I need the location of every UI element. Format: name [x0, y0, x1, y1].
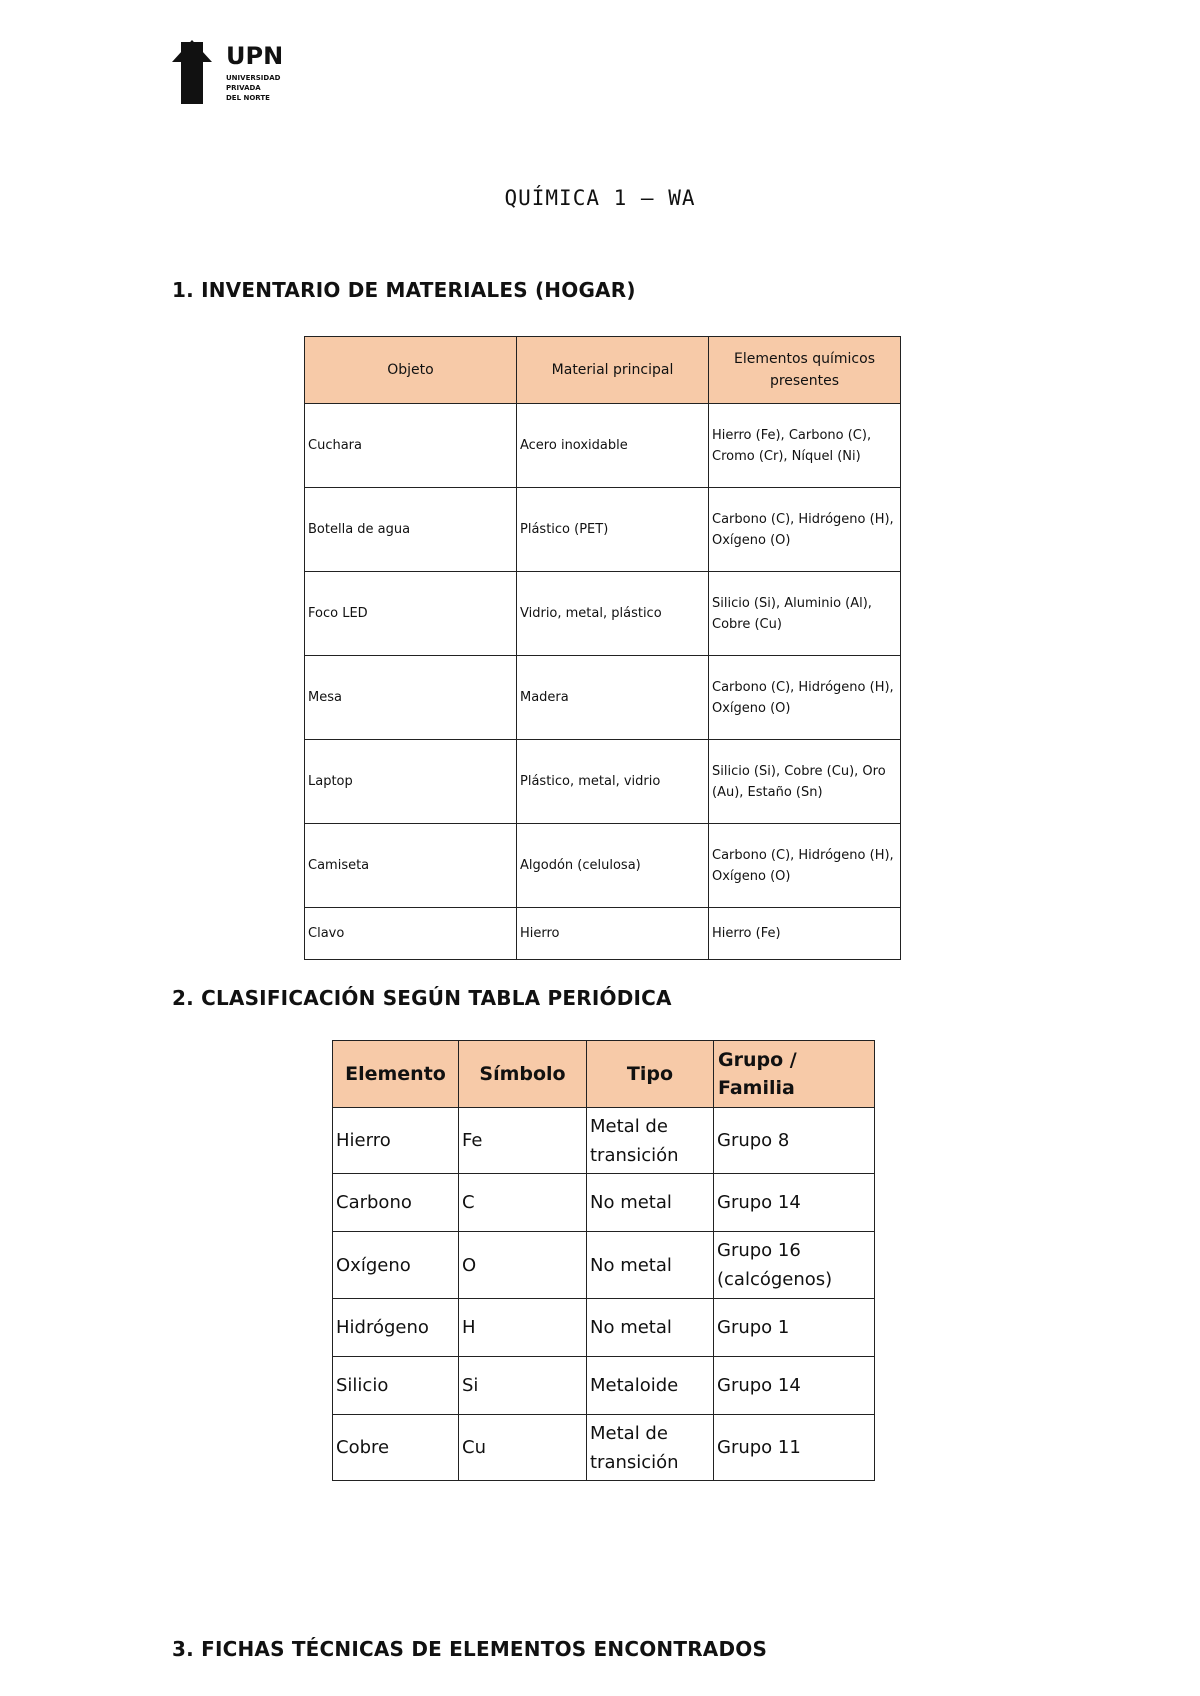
table-cell: Carbono — [333, 1174, 459, 1232]
table-row — [333, 1174, 875, 1232]
logo-subtitle-1: UNIVERSIDAD — [226, 74, 281, 82]
table-cell: H — [459, 1299, 587, 1357]
table-cell: Cuchara — [305, 404, 517, 488]
column-header-grupo: Grupo / Familia — [714, 1041, 875, 1108]
table-cell: Clavo — [305, 908, 517, 960]
column-header-simbolo: Símbolo — [459, 1041, 587, 1108]
table-header-row — [333, 1041, 875, 1108]
table-row — [333, 1415, 875, 1481]
table-cell: Grupo 11 — [714, 1415, 875, 1481]
table-row — [305, 404, 901, 488]
table-cell: Carbono (C), Hidrógeno (H), Oxígeno (O) — [709, 656, 901, 740]
section-heading-1: 1. INVENTARIO DE MATERIALES (HOGAR) — [172, 278, 636, 302]
table-cell: Silicio (Si), Cobre (Cu), Oro (Au), Estaño (Sn) — [709, 740, 901, 824]
table-cell: O — [459, 1232, 587, 1299]
table-cell: Metal de transición — [587, 1108, 714, 1174]
column-header-objeto: Objeto — [305, 337, 517, 404]
table-cell: C — [459, 1174, 587, 1232]
table-cell: Carbono (C), Hidrógeno (H), Oxígeno (O) — [709, 824, 901, 908]
table-header-row — [305, 337, 901, 404]
periodic-classification-table — [332, 1040, 875, 1481]
table-cell: Hierro (Fe) — [709, 908, 901, 960]
column-header-elementos: Elementos químicos presentes — [709, 337, 901, 404]
table-cell: Mesa — [305, 656, 517, 740]
table-cell: Metaloide — [587, 1357, 714, 1415]
table-cell: Algodón (celulosa) — [517, 824, 709, 908]
table-row — [305, 824, 901, 908]
table-cell: Hidrógeno — [333, 1299, 459, 1357]
column-header-tipo: Tipo — [587, 1041, 714, 1108]
table-cell: Silicio (Si), Aluminio (Al), Cobre (Cu) — [709, 572, 901, 656]
table-cell: Si — [459, 1357, 587, 1415]
table-cell: Cobre — [333, 1415, 459, 1481]
table-row — [333, 1232, 875, 1299]
table-row — [305, 656, 901, 740]
logo-subtitle-2: PRIVADA — [226, 84, 261, 92]
table-cell: Cu — [459, 1415, 587, 1481]
table-cell: Grupo 1 — [714, 1299, 875, 1357]
column-header-material: Material principal — [517, 337, 709, 404]
section-heading-3: 3. FICHAS TÉCNICAS DE ELEMENTOS ENCONTRADOS — [172, 1637, 768, 1661]
table-cell: Vidrio, metal, plástico — [517, 572, 709, 656]
table-cell: Acero inoxidable — [517, 404, 709, 488]
table-cell: No metal — [587, 1174, 714, 1232]
table-cell: Fe — [459, 1108, 587, 1174]
table-cell: Foco LED — [305, 572, 517, 656]
table-cell: Hierro — [333, 1108, 459, 1174]
table-row — [333, 1299, 875, 1357]
table-cell: Plástico, metal, vidrio — [517, 740, 709, 824]
table-cell: Laptop — [305, 740, 517, 824]
table-cell: No metal — [587, 1299, 714, 1357]
table-cell: Oxígeno — [333, 1232, 459, 1299]
table-cell: Hierro — [517, 908, 709, 960]
logo-subtitle-3: DEL NORTE — [226, 94, 270, 102]
logo-wordmark: UPN — [226, 42, 284, 70]
table-row — [333, 1108, 875, 1174]
table-cell: Carbono (C), Hidrógeno (H), Oxígeno (O) — [709, 488, 901, 572]
table-row — [333, 1357, 875, 1415]
table-cell: Plástico (PET) — [517, 488, 709, 572]
table-cell: Silicio — [333, 1357, 459, 1415]
table-cell: No metal — [587, 1232, 714, 1299]
table-cell: Grupo 16 (calcógenos) — [714, 1232, 875, 1299]
table-cell: Madera — [517, 656, 709, 740]
table-cell: Metal de transición — [587, 1415, 714, 1481]
column-header-elemento: Elemento — [333, 1041, 459, 1108]
materials-inventory-table — [304, 336, 901, 960]
section-heading-2: 2. CLASIFICACIÓN SEGÚN TABLA PERIÓDICA — [172, 986, 672, 1010]
table-cell: Botella de agua — [305, 488, 517, 572]
table-cell: Grupo 8 — [714, 1108, 875, 1174]
table-row — [305, 908, 901, 960]
table-cell: Grupo 14 — [714, 1174, 875, 1232]
document-title: QUÍMICA 1 – WA — [504, 186, 696, 210]
table-row — [305, 740, 901, 824]
table-row — [305, 572, 901, 656]
upn-arrow-icon — [172, 40, 212, 104]
table-row — [305, 488, 901, 572]
table-cell: Grupo 14 — [714, 1357, 875, 1415]
upn-logo — [172, 40, 284, 106]
table-cell: Hierro (Fe), Carbono (C), Cromo (Cr), Níquel (Ni) — [709, 404, 901, 488]
table-cell: Camiseta — [305, 824, 517, 908]
